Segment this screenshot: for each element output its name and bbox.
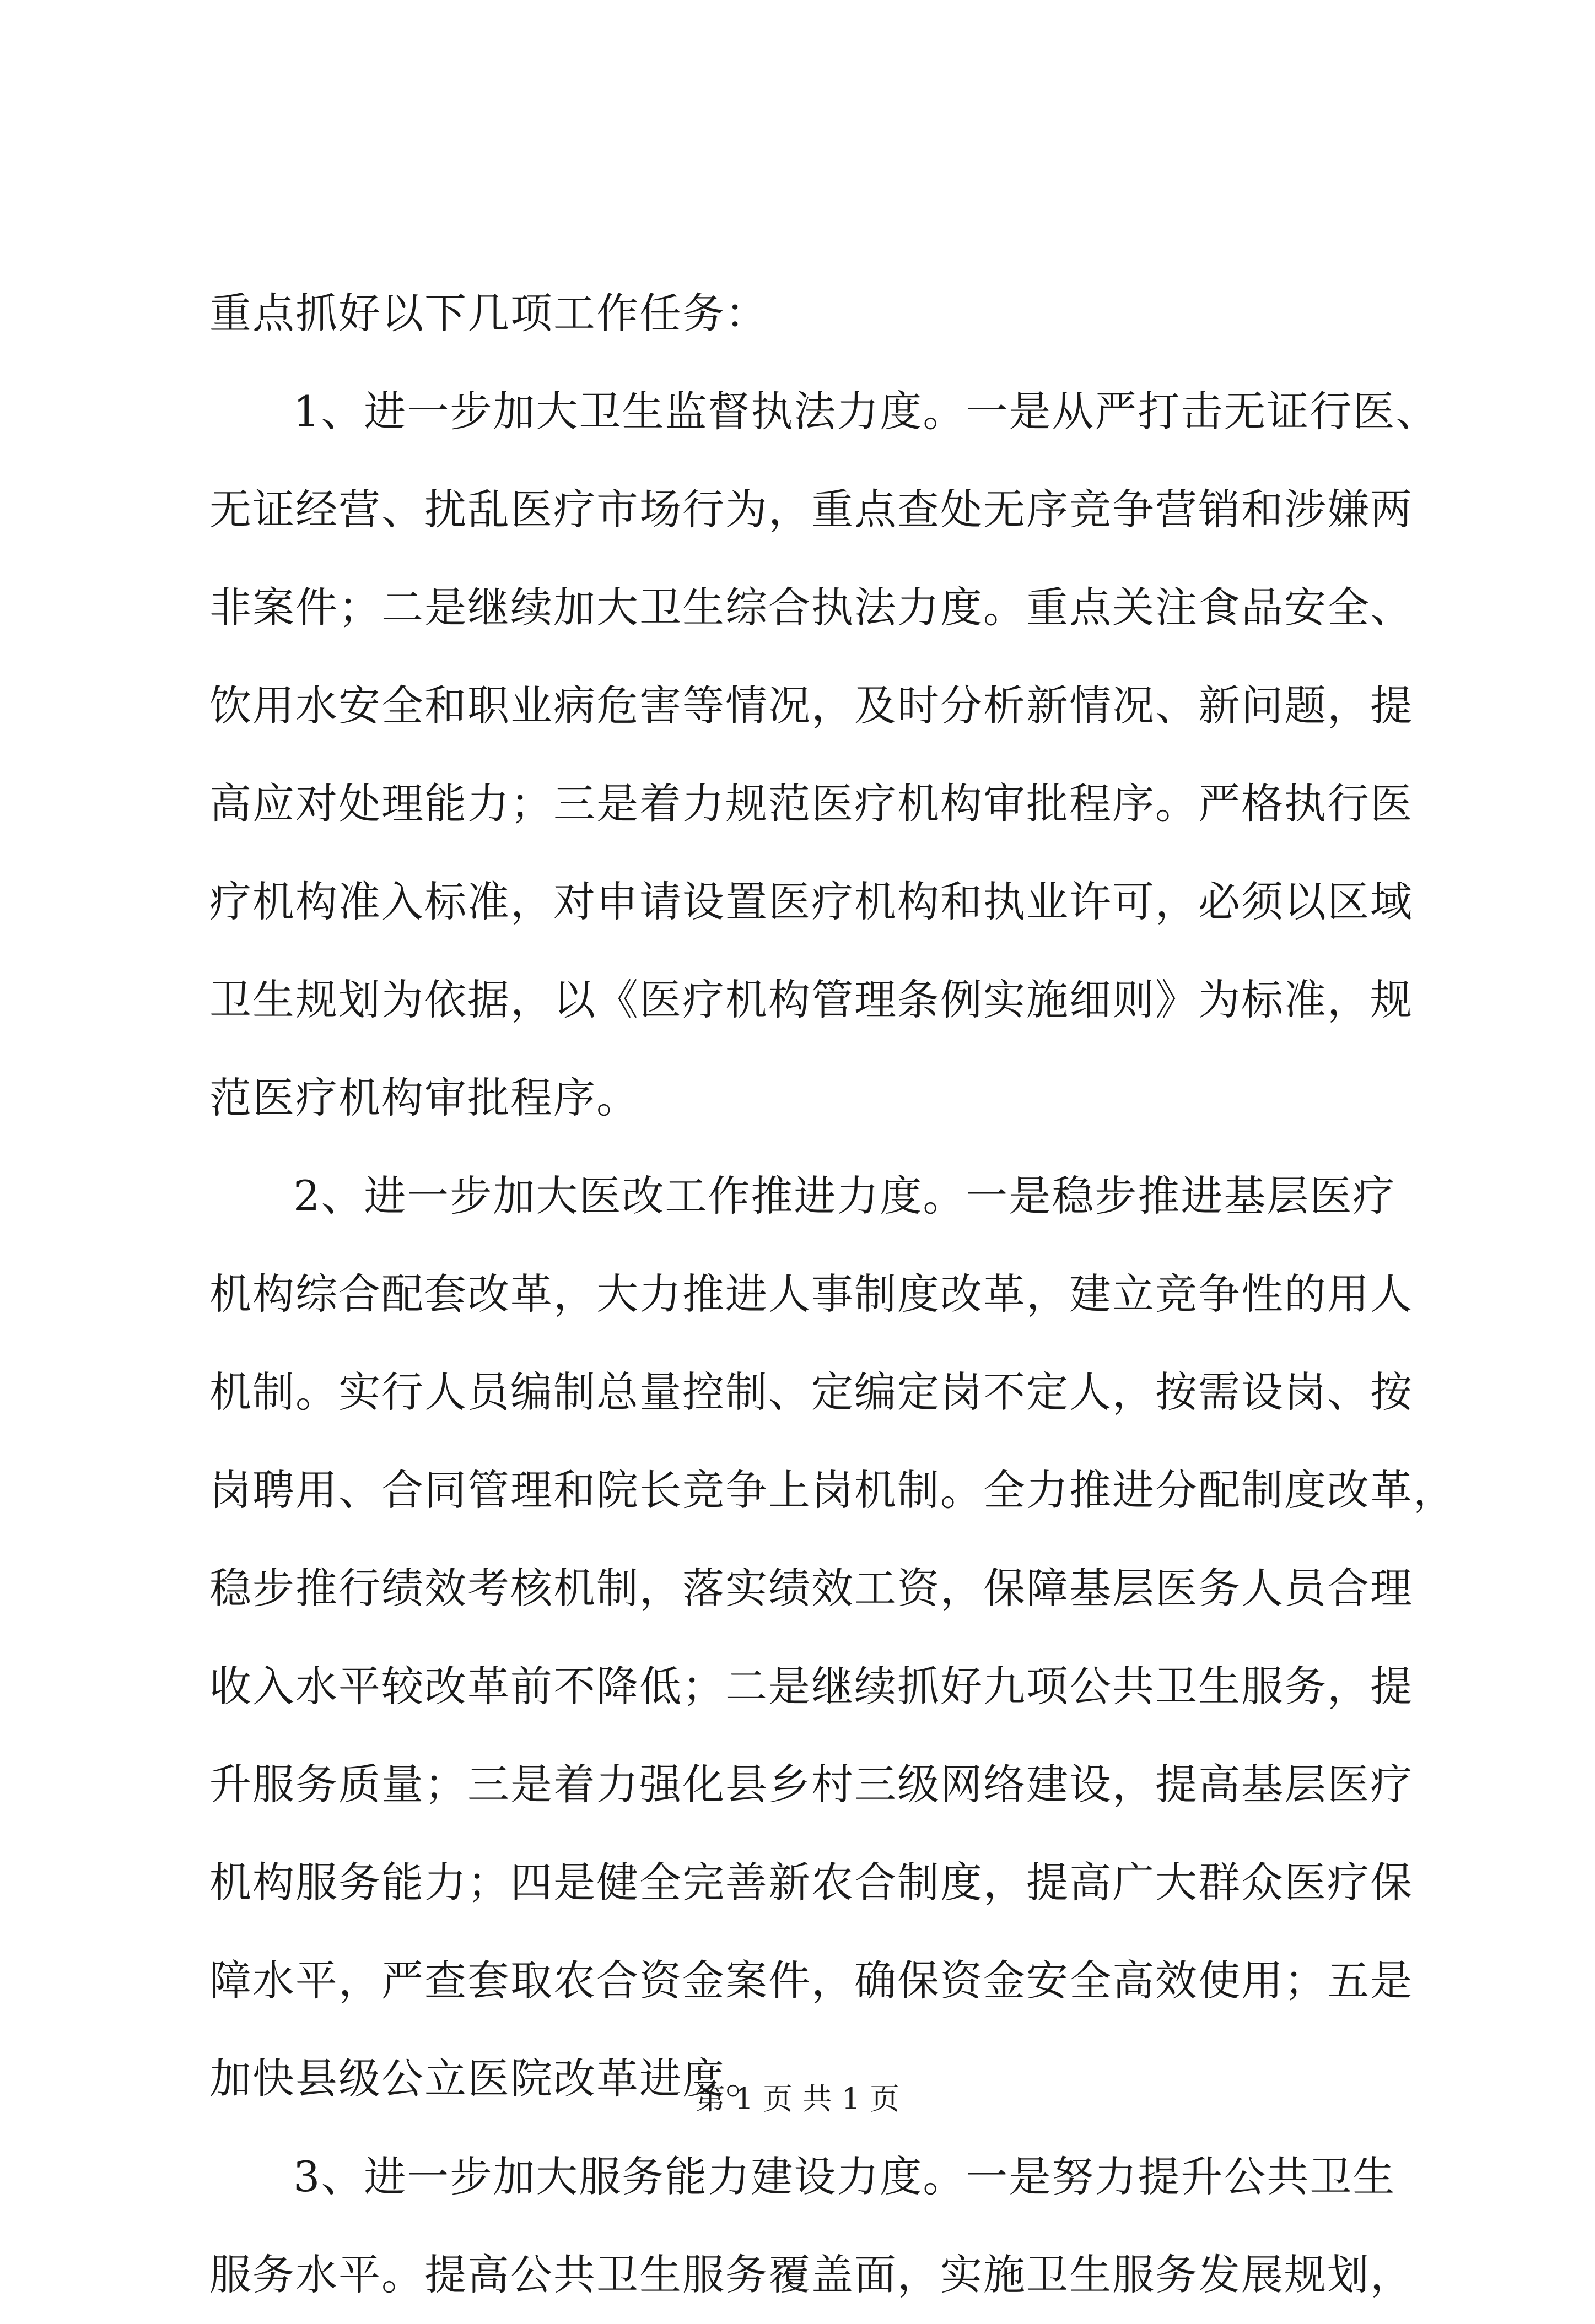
- document-body: [209, 264, 1456, 2324]
- text-line: 2、进一步加大医改工作推进力度。一是稳步推进基层医疗: [293, 1171, 1396, 1220]
- text-line: 无证经营、扰乱医疗市场行为，重点查处无序竞争营销和涉嫌两: [209, 485, 1413, 534]
- text-line: 收入水平较改革前不降低；二是继续抓好九项公共卫生服务，提: [209, 1662, 1413, 1711]
- text-line: 稳步推行绩效考核机制，落实绩效工资，保障基层医务人员合理: [209, 1564, 1413, 1613]
- text-line: 卫生规划为依据，以《医疗机构管理条例实施细则》为标准，规: [209, 975, 1413, 1024]
- text-line: 饮用水安全和职业病危害等情况，及时分析新情况、新问题，提: [209, 681, 1413, 730]
- text-line: 疗机构准入标准，对申请设置医疗机构和执业许可，必须以区域: [209, 877, 1413, 926]
- text-line: 障水平，严查套取农合资金案件，确保资金安全高效使用；五是: [209, 1956, 1413, 2005]
- text-line: 范医疗机构审批程序。: [209, 1073, 639, 1122]
- text-line: 机构综合配套改革，大力推进人事制度改革，建立竞争性的用人: [209, 1269, 1413, 1318]
- text-line: 升服务质量；三是着力强化县乡村三级网络建设，提高基层医疗: [209, 1760, 1413, 1809]
- text-line: 加快县级公立医院改革进度。: [209, 2054, 768, 2103]
- page-number-label: 第 1 页 共 1 页: [695, 2082, 900, 2116]
- text-line: 重点抓好以下几项工作任务：: [209, 289, 768, 338]
- text-line: 非案件；二是继续加大卫生综合执法力度。重点关注食品安全、: [209, 583, 1413, 632]
- text-line: 高应对处理能力；三是着力规范医疗机构审批程序。严格执行医: [209, 779, 1413, 828]
- text-line: 机构服务能力；四是健全完善新农合制度，提高广大群众医疗保: [209, 1858, 1413, 1907]
- text-line: 3、进一步加大服务能力建设力度。一是努力提升公共卫生: [293, 2152, 1396, 2201]
- text-line: 机制。实行人员编制总量控制、定编定岗不定人，按需设岗、按: [209, 1368, 1413, 1417]
- text-line: 岗聘用、合同管理和院长竞争上岗机制。全力推进分配制度改革，: [209, 1466, 1456, 1515]
- page-footer: [0, 2080, 1595, 2118]
- text-line: 1、进一步加大卫生监督执法力度。一是从严打击无证行医、: [293, 387, 1439, 436]
- text-line: 服务水平。提高公共卫生服务覆盖面，实施卫生服务发展规划，: [209, 2250, 1413, 2299]
